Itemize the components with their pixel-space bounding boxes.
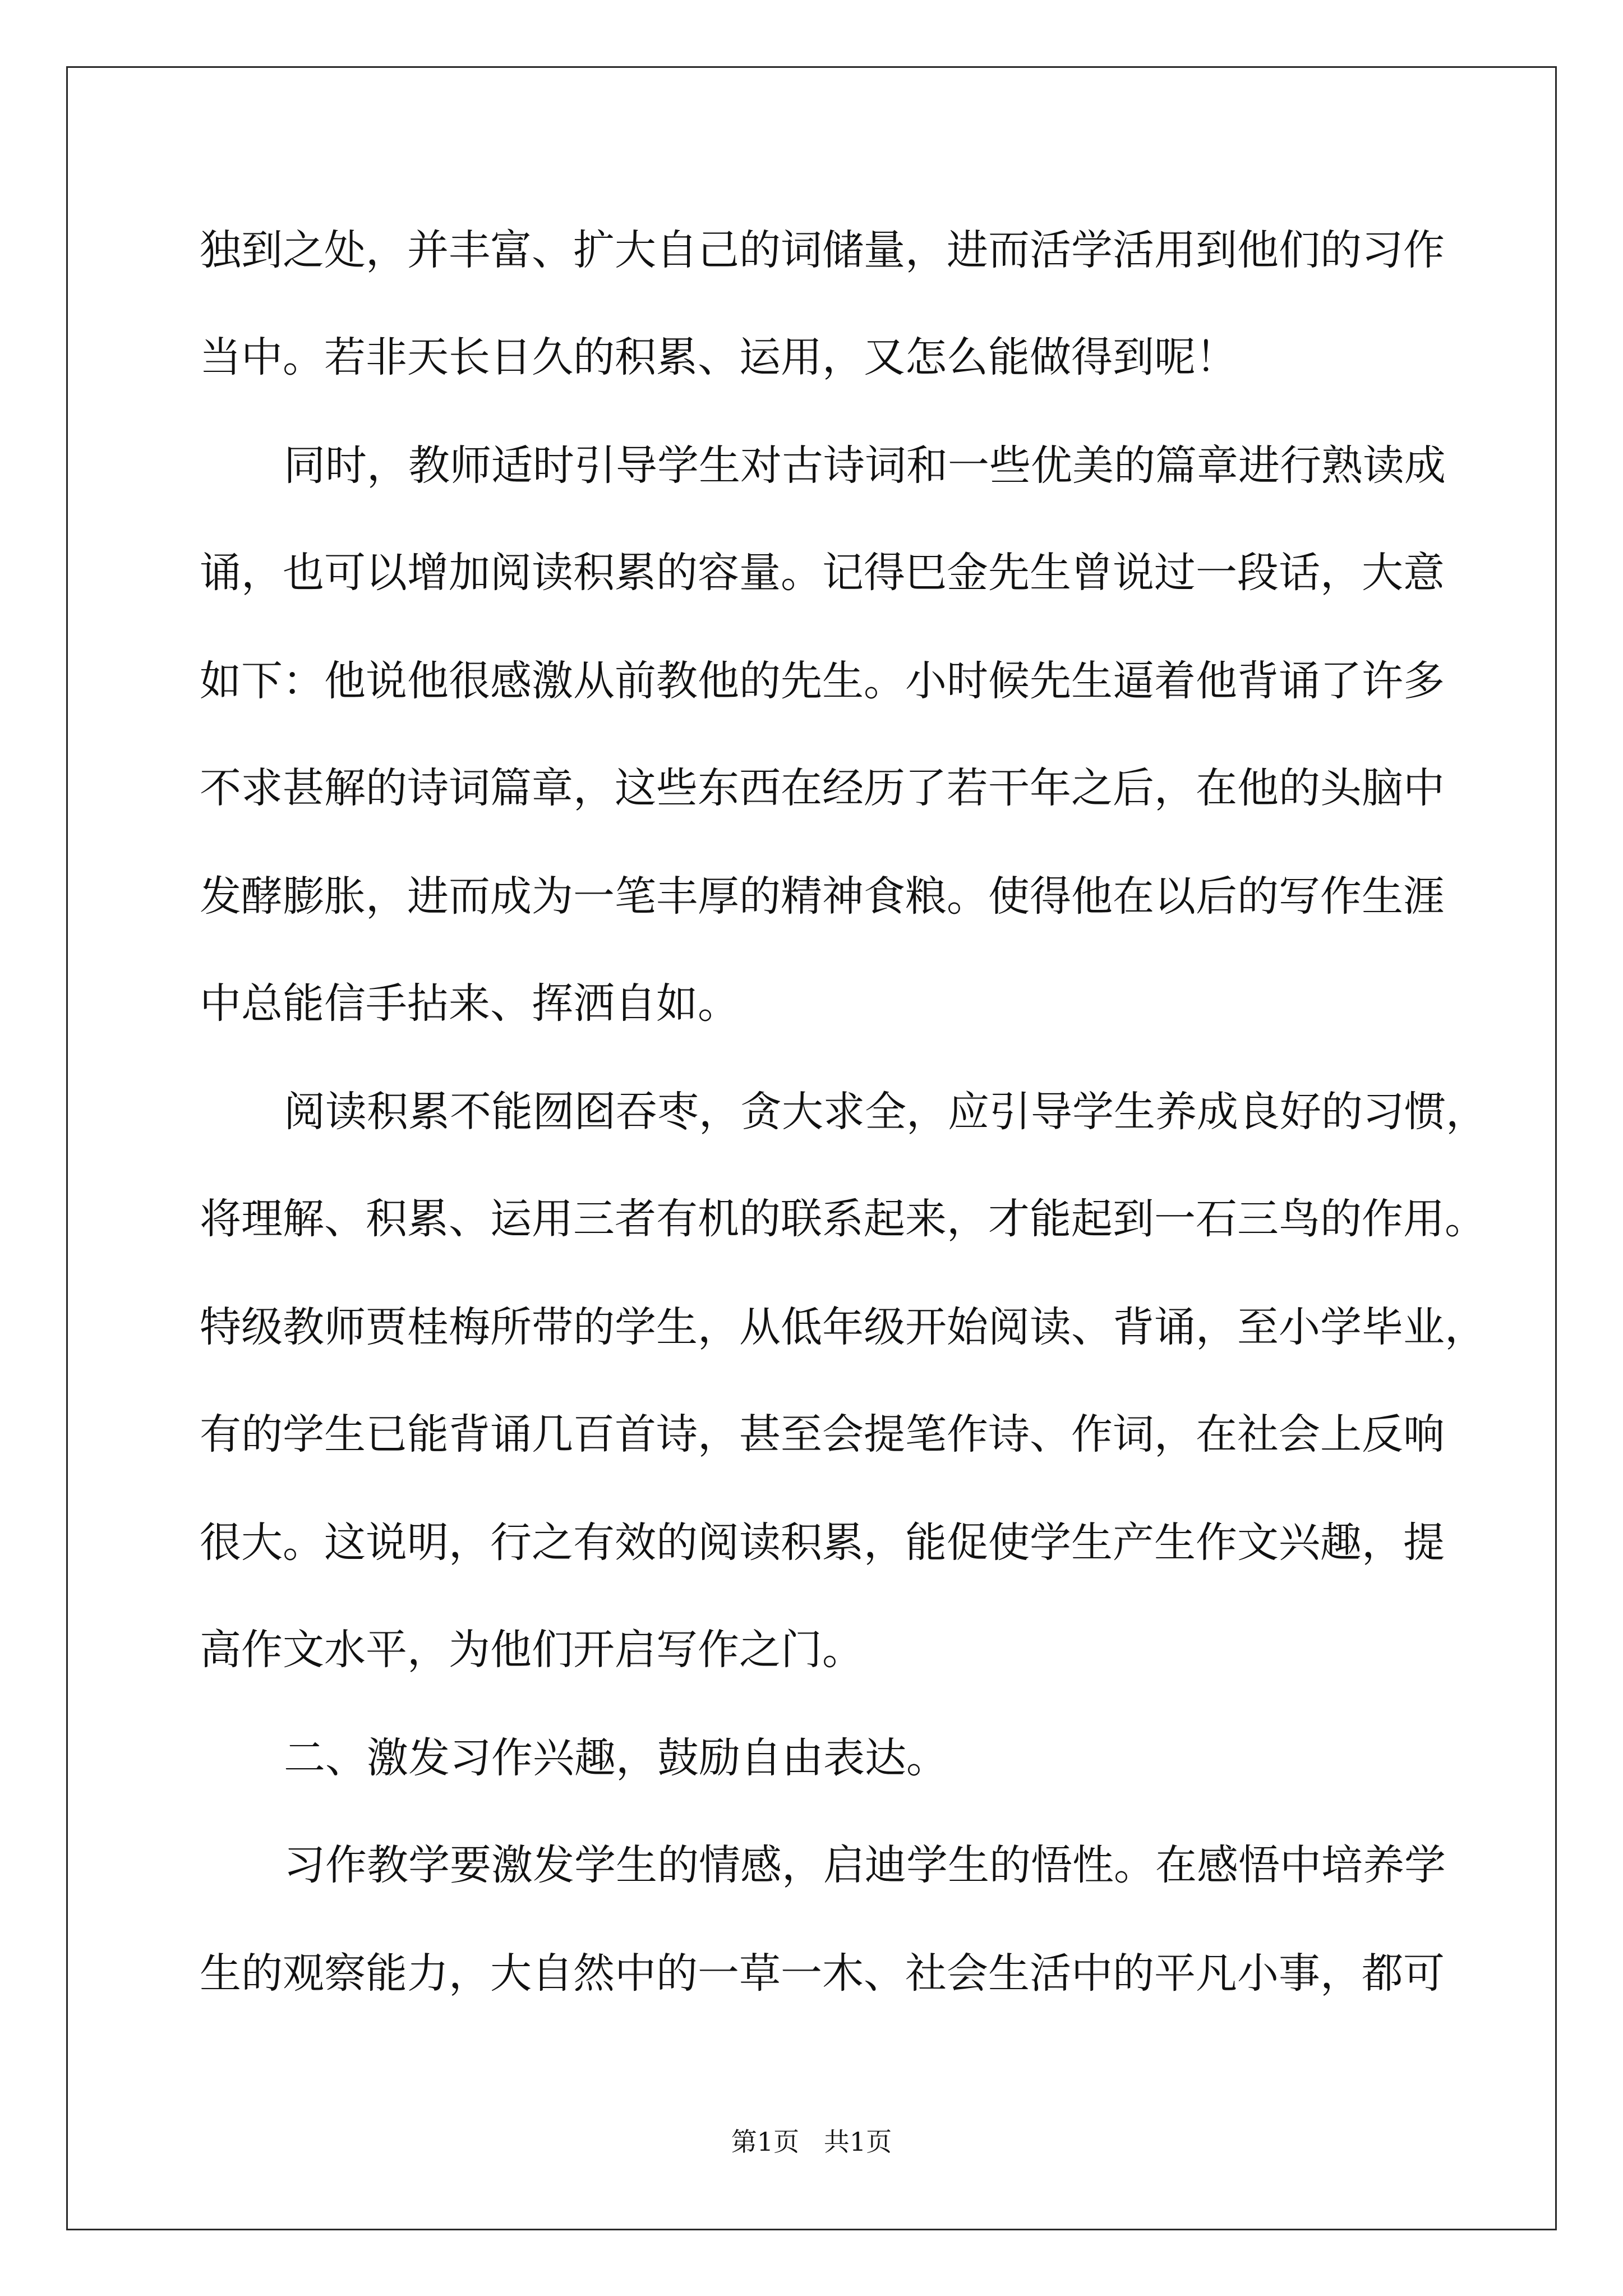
text-line: 不求甚解的诗词篇章，这些东西在经历了若干年之后，在他的头脑中 bbox=[200, 764, 1445, 812]
page-number-footer: 第1页 共1页 bbox=[731, 2127, 892, 2157]
text-line: 当中。若非天长日久的积累、运用，又怎么能做得到呢！ bbox=[200, 333, 1237, 381]
text-line: 发酵膨胀，进而成为一笔丰厚的精神食粮。使得他在以后的写作生涯 bbox=[200, 872, 1445, 921]
text-line: 将理解、积累、运用三者有机的联系起来，才能起到一石三鸟的作用。 bbox=[200, 1195, 1486, 1243]
text-line: 阅读积累不能囫囵吞枣，贪大求全，应引导学生养成良好的习惯， bbox=[284, 1088, 1487, 1136]
text-line: 习作教学要激发学生的情感，启迪学生的悟性。在感悟中培养学 bbox=[284, 1841, 1446, 1889]
section-heading: 二、激发习作兴趣，鼓励自由表达。 bbox=[284, 1734, 948, 1782]
page-border bbox=[66, 66, 1557, 2230]
text-line: 生的观察能力，大自然中的一草一木、社会生活中的平凡小事，都可 bbox=[200, 1949, 1445, 1998]
text-line: 很大。这说明，行之有效的阅读积累，能促使学生产生作文兴趣，提 bbox=[200, 1519, 1445, 1567]
text-line: 特级教师贾桂梅所带的学生，从低年级开始阅读、背诵，至小学毕业， bbox=[200, 1303, 1486, 1351]
text-line: 同时，教师适时引导学生对古诗词和一些优美的篇章进行熟读成 bbox=[284, 441, 1446, 490]
text-line: 高作文水平，为他们开启写作之门。 bbox=[200, 1626, 864, 1674]
text-line: 诵，也可以增加阅读积累的容量。记得巴金先生曾说过一段话，大意 bbox=[200, 549, 1445, 597]
text-line: 独到之处，并丰富、扩大自己的词储量，进而活学活用到他们的习作 bbox=[200, 226, 1445, 274]
text-line: 如下：他说他很感激从前教他的先生。小时候先生逼着他背诵了许多 bbox=[200, 657, 1445, 705]
text-line: 中总能信手拈来、挥洒自如。 bbox=[200, 979, 739, 1028]
text-line: 有的学生已能背诵几百首诗，甚至会提笔作诗、作词，在社会上反响 bbox=[200, 1410, 1445, 1458]
